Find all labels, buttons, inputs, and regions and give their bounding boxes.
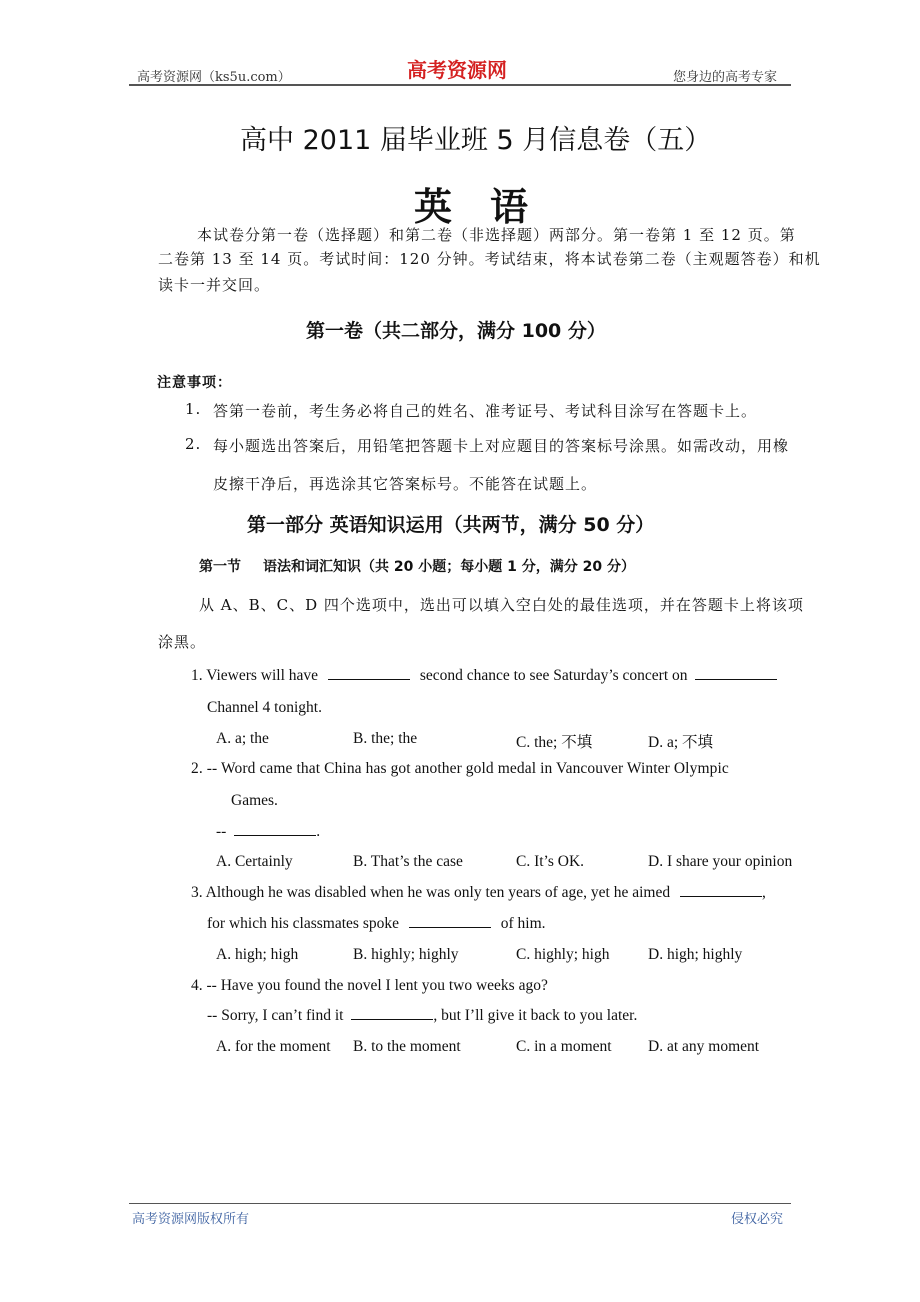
question-2-line3: -- . (216, 823, 321, 840)
option-d: D. a; 不填 (648, 734, 714, 751)
q-text: 3. Although he was disabled when he was only ten years of age, yet he aimed (191, 884, 671, 901)
footer-left: 高考资源网版权所有 (132, 1212, 250, 1227)
q-text: second chance to see Saturday’s concert on (419, 667, 688, 684)
q-text: -- (216, 823, 227, 840)
answer-blank (328, 667, 410, 680)
q-text: , but I’ll give it back to you later. (433, 1007, 638, 1024)
question-1-line2: Channel 4 tonight. (207, 699, 322, 716)
part-heading: 第一部分 英语知识运用（共两节，满分 50 分） (247, 514, 655, 536)
note-text: 答第一卷前，考生务必将自己的姓名、准考证号、考试科目涂写在答题卡上。 (213, 402, 758, 420)
intro-line: 本试卷分第一卷（选择题）和第二卷（非选择题）两部分。第一卷第 1 至 12 页。第 (197, 226, 796, 244)
header-rule (129, 84, 791, 86)
option-b: B. highly; highly (353, 946, 459, 963)
note-number: 2. (185, 435, 202, 453)
q-text: 1. Viewers will have (191, 667, 319, 684)
instruction-line: 从 A、B、C、D 四个选项中，选出可以填入空白处的最佳选项，并在答题卡上将该项 (199, 596, 804, 614)
option-c: C. in a moment (516, 1038, 612, 1055)
footer-right: 侵权必究 (731, 1212, 784, 1227)
question-2-line2: Games. (231, 792, 278, 809)
option-c: C. It’s OK. (516, 853, 585, 870)
option-d: D. high; highly (648, 946, 743, 963)
section-title: 语法和词汇知识（共 20 小题；每小题 1 分，满分 20 分） (263, 559, 635, 575)
option-c: C. the; 不填 (516, 734, 593, 751)
option-c: C. highly; high (516, 946, 610, 963)
option-a: A. Certainly (216, 853, 293, 870)
intro-line: 读卡一并交回。 (158, 276, 271, 294)
note-text: 皮擦干净后，再选涂其它答案标号。不能答在试题上。 (213, 475, 598, 493)
answer-blank (695, 667, 777, 680)
subject-title: 英 语 (414, 185, 529, 229)
q-text: -- Sorry, I can’t find it (207, 1007, 344, 1024)
option-d: D. I share your opinion (648, 853, 793, 870)
volume-heading: 第一卷（共二部分，满分 100 分） (306, 320, 606, 342)
note-text: 每小题选出答案后，用铅笔把答题卡上对应题目的答案标号涂黑。如需改动，用橡 (213, 437, 790, 455)
intro-line: 二卷第 13 至 14 页。考试时间：120 分钟。考试结束，将本试卷第二卷（主观题答卷）和机 (158, 250, 821, 268)
answer-blank (680, 884, 762, 897)
header-left: 高考资源网（ks5u.com） (137, 70, 291, 85)
header-right: 您身边的高考专家 (673, 70, 778, 85)
option-b: B. to the moment (353, 1038, 461, 1055)
option-b: B. the; the (353, 730, 418, 747)
q-text: of him. (500, 915, 546, 932)
question-3-text: 3. Although he was disabled when he was only ten years of age, yet he aimed , (191, 884, 766, 901)
question-4-line2 (207, 1007, 637, 1025)
option-b: B. That’s the case (353, 853, 463, 870)
question-1-text (191, 667, 777, 685)
answer-blank (409, 915, 491, 928)
option-a: A. a; the (216, 730, 269, 747)
question-3-line2 (207, 915, 546, 933)
answer-blank (234, 823, 316, 836)
exam-title: 高中 2011 届毕业班 5 月信息卷（五） (240, 125, 712, 156)
header-logo: 高考资源网 (407, 58, 507, 82)
q-text: for which his classmates spoke (207, 915, 399, 932)
option-a: A. for the moment (216, 1038, 331, 1055)
option-a: A. high; high (216, 946, 299, 963)
section-label: 第一节 (199, 559, 241, 575)
question-4-text: 4. -- Have you found the novel I lent you two weeks ago? (191, 977, 548, 994)
option-d: D. at any moment (648, 1038, 760, 1055)
question-2-text: 2. -- Word came that China has got another gold medal in Vancouver Winter Olympic (191, 760, 729, 777)
footer-rule (129, 1203, 791, 1204)
notes-heading: 注意事项： (157, 375, 232, 391)
note-number: 1. (185, 400, 202, 418)
answer-blank (351, 1007, 433, 1020)
instruction-line: 涂黑。 (158, 633, 207, 651)
